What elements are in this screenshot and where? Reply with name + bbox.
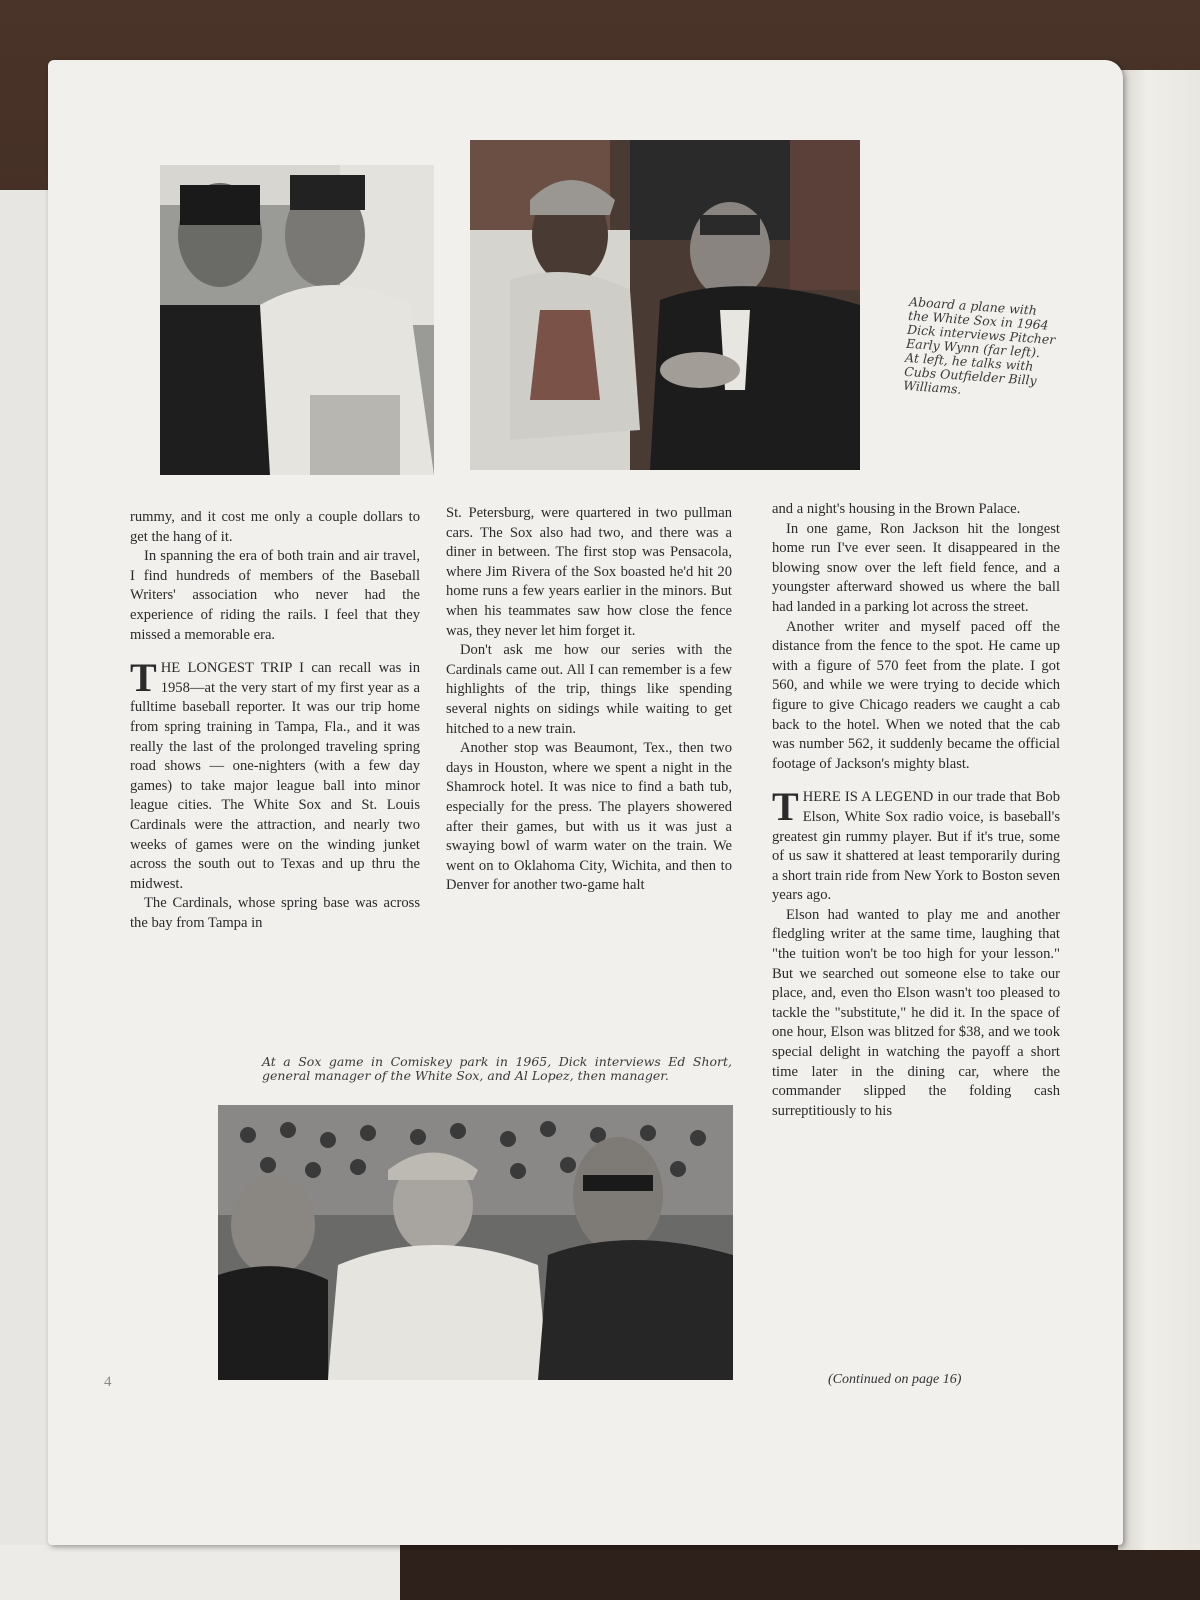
paragraph: In one game, Ron Jackson hit the longest home run I've ever seen. It disappeared in the blowing snow over the left field fence, and a youngster afterward showed us where the ball had landed in a parking lot across the street. (772, 520, 1060, 615)
paragraph-dropcap: THERE IS A LEGEND in our trade that Bob Elson, White Sox radio voice, is baseball's greatest gin rummy player. But if it's true, some of us saw it shattered at least temporarily during a short train ride from New York to Boston seven years ago. (772, 784, 1060, 904)
underlying-sheet-bottom (0, 1545, 400, 1600)
paragraph: The Cardinals, whose spring base was across the bay from Tampa in (130, 895, 420, 931)
photo-billy-williams (470, 140, 860, 470)
text-column-3 (772, 500, 1060, 1121)
drop-cap: T (130, 655, 157, 701)
drop-cap: T (772, 784, 799, 830)
paragraph: Don't ask me how our series with the Cardinals came out. All I can remember is a few highlights of the trip, things like spending several nights on sidings while waiting to get hitched to a new train. (446, 642, 732, 737)
paragraph: St. Petersburg, were quartered in two pullman cars. The Sox also had two, and there was a diner in between. The first stop was Pensacola, where Jim Rivera of the Sox boasted he'd hit 20 home runs a few years earlier in the minors. But when his teammates saw how close the fence was, they never let him forget it. (446, 505, 732, 639)
paragraph: and a night's housing in the Brown Palace. (772, 501, 1021, 517)
page-number: 4 (104, 1374, 112, 1390)
magazine-page (48, 60, 1123, 1545)
text-column-1 (130, 508, 420, 933)
facing-page-edge (1118, 70, 1200, 1550)
paragraph: Another writer and myself paced off the distance from the fence to the spot. He came up with a figure of 570 feet from the plate. I got 560, and while we were trying to decide which figure to give Chicago readers we caught a cab back to the hotel. When we noted that the cab was number 562, it suddenly became the official footage of Jackson's mighty blast. (772, 618, 1060, 772)
paragraph: Another stop was Beaumont, Tex., then two days in Houston, where we spent a night in the Shamrock hotel. It was nice to find a bath tub, especially for the press. The players showered after their games, but with us it was just a swaying bowl of warm water on the train. We went on to Oklahoma City, Wichita, and then to Denver for another two-game halt (446, 740, 732, 894)
paragraph-dropcap: THE LONGEST TRIP I can recall was in 1958—at the very start of my first year as a fulltime baseball reporter. It was our trip home from spring training in Tampa, Fla., and it was really the last of the prolonged traveling spring road shows — one-nighters (with a few day games) to take major league ball into minor league cities. The White Sox and St. Louis Cardinals were the attraction, and nearly two weeks of games were on the winding junket across the south out to Texas and up thru the midwest. (130, 655, 420, 892)
text-column-2 (446, 504, 732, 896)
caption-top-right: Aboard a plane with the White Sox in 1964 Dick interviews Pitcher Early Wynn (far left). At left, he talks with Cubs Outfielder Billy Williams. (902, 293, 1056, 397)
photo-comiskey-park (218, 1105, 733, 1380)
photo-plane-interview (160, 165, 434, 475)
continued-note: (Continued on page 16) (828, 1372, 962, 1387)
paragraph: In spanning the era of both train and air travel, I find hundreds of members of the Baseball Writers' association who never had the experience of riding the rails. I feel that they missed a memorable era. (130, 548, 420, 643)
paragraph: Elson had wanted to play me and another fledgling writer at the same time, laughing that "the tuition won't be too high for your lesson." But we searched out someone else to take our place, and, even tho Elson wasn't too pleased to tackle the "substitute," he did it. In the space of one hour, Elson was blitzed for $38, and we took special delight in watching the payoff a short time later in the dining car, where the commander slipped the folding cash surreptitiously to his (772, 906, 1060, 1119)
paragraph: rummy, and it cost me only a couple dollars to get the hang of it. (130, 509, 420, 545)
caption-bottom: At a Sox game in Comiskey park in 1965, Dick interviews Ed Short, general manager of the White Sox, and Al Lopez, then manager. (262, 1054, 732, 1083)
